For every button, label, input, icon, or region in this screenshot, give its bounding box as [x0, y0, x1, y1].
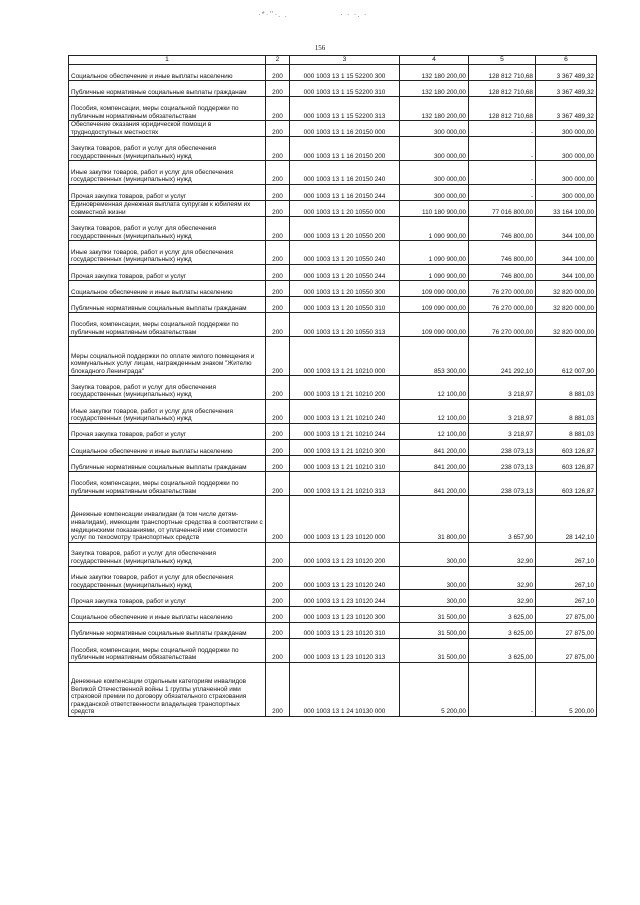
row-plan-cell: 5 200,00 — [400, 662, 469, 716]
row-executed-cell: 32,90 — [469, 566, 536, 590]
table-row — [69, 81, 597, 97]
row-plan-cell: 132 180 200,00 — [400, 81, 469, 97]
row-executed-cell: 77 016 800,00 — [469, 201, 536, 217]
row-kbk-cell: 000 1003 13 1 16 20150 240 — [290, 161, 400, 185]
row-executed-cell: 238 073,13 — [469, 456, 536, 472]
column-header: 6 — [536, 56, 597, 65]
row-executed-cell: 3 625,00 — [469, 638, 536, 662]
row-code-cell: 200 — [266, 241, 290, 265]
row-plan-cell: 31 500,00 — [400, 638, 469, 662]
row-name-cell: Прочая закупка товаров, работ и услуг — [69, 423, 266, 439]
table-row — [69, 217, 597, 241]
row-plan-cell: 110 180 900,00 — [400, 201, 469, 217]
row-code-cell: 200 — [266, 65, 290, 81]
row-plan-cell: 109 090 000,00 — [400, 281, 469, 297]
table-row — [69, 423, 597, 439]
table-row — [69, 622, 597, 638]
row-executed-cell: 746 800,00 — [469, 264, 536, 280]
row-kbk-cell: 000 1003 13 1 16 20150 000 — [290, 121, 400, 137]
row-code-cell: 200 — [266, 161, 290, 185]
row-code-cell: 200 — [266, 472, 290, 496]
table-row — [69, 184, 597, 200]
row-executed-cell: 32,90 — [469, 542, 536, 566]
row-name-cell: Публичные нормативные социальные выплаты гражданам — [69, 81, 266, 97]
row-unexecuted-cell: 267,10 — [536, 566, 597, 590]
table-row — [69, 376, 597, 400]
row-code-cell: 200 — [266, 400, 290, 424]
column-header: 2 — [266, 56, 290, 65]
row-code-cell: 200 — [266, 622, 290, 638]
row-code-cell: 200 — [266, 590, 290, 606]
row-plan-cell: 132 180 200,00 — [400, 65, 469, 81]
row-plan-cell: 300 000,00 — [400, 184, 469, 200]
budget-table — [68, 55, 597, 717]
row-name-cell: Закупка товаров, работ и услуг для обеспечения государственных (муниципальных) нужд — [69, 542, 266, 566]
row-executed-cell: 128 812 710,68 — [469, 81, 536, 97]
row-unexecuted-cell: 3 367 489,32 — [536, 81, 597, 97]
row-plan-cell: 300 000,00 — [400, 121, 469, 137]
row-unexecuted-cell: 27 875,00 — [536, 638, 597, 662]
row-code-cell: 200 — [266, 337, 290, 376]
row-name-cell: Социальное обеспечение и иные выплаты населению — [69, 440, 266, 456]
row-plan-cell: 300,00 — [400, 542, 469, 566]
scan-artifact: · · ·. · — [340, 10, 368, 19]
row-name-cell: Прочая закупка товаров, работ и услуг — [69, 184, 266, 200]
row-unexecuted-cell: 300 000,00 — [536, 161, 597, 185]
row-executed-cell: 32,90 — [469, 590, 536, 606]
row-name-cell: Единовременная денежная выплата супругам к юбилеям их совместной жизни — [69, 201, 266, 217]
row-name-cell: Закупка товаров, работ и услуг для обеспечения государственных (муниципальных) нужд — [69, 217, 266, 241]
column-header: 5 — [469, 56, 536, 65]
row-kbk-cell: 000 1003 13 1 24 10130 000 — [290, 662, 400, 716]
row-name-cell: Закупка товаров, работ и услуг для обеспечения государственных (муниципальных) нужд — [69, 137, 266, 161]
row-code-cell: 200 — [266, 376, 290, 400]
table-header-row — [69, 56, 597, 65]
row-name-cell: Пособия, компенсации, меры социальной поддержки по публичным нормативным обязательствам — [69, 472, 266, 496]
row-unexecuted-cell: 344 100,00 — [536, 264, 597, 280]
table-row — [69, 313, 597, 337]
row-unexecuted-cell: 300 000,00 — [536, 137, 597, 161]
row-unexecuted-cell: 33 164 100,00 — [536, 201, 597, 217]
row-code-cell: 200 — [266, 566, 290, 590]
row-plan-cell: 300,00 — [400, 590, 469, 606]
row-kbk-cell: 000 1003 13 1 15 52200 310 — [290, 81, 400, 97]
row-unexecuted-cell: 5 200,00 — [536, 662, 597, 716]
row-name-cell: Денежные компенсации отдельным категориям инвалидов Великой Отечественной войны 1 группы уплаченной ими страховой премии по договору обязательного страхования гражданской ответственности владельцев транспортных средств — [69, 662, 266, 716]
row-code-cell: 200 — [266, 542, 290, 566]
table-row — [69, 281, 597, 297]
row-kbk-cell: 000 1003 13 1 21 10210 313 — [290, 472, 400, 496]
table-row — [69, 496, 597, 543]
row-executed-cell: 76 270 000,00 — [469, 313, 536, 337]
row-kbk-cell: 000 1003 13 1 23 10120 313 — [290, 638, 400, 662]
row-kbk-cell: 000 1003 13 1 21 10210 240 — [290, 400, 400, 424]
table-row — [69, 456, 597, 472]
table-row — [69, 337, 597, 376]
column-header: 1 — [69, 56, 266, 65]
row-kbk-cell: 000 1003 13 1 20 10550 200 — [290, 217, 400, 241]
page-number: 156 — [314, 44, 326, 52]
table-row — [69, 161, 597, 185]
row-executed-cell: 238 073,13 — [469, 472, 536, 496]
row-executed-cell: 128 812 710,68 — [469, 97, 536, 121]
row-plan-cell: 31 500,00 — [400, 606, 469, 622]
table-row — [69, 590, 597, 606]
row-plan-cell: 841 200,00 — [400, 472, 469, 496]
row-plan-cell: 12 100,00 — [400, 400, 469, 424]
row-plan-cell: 1 090 900,00 — [400, 217, 469, 241]
row-plan-cell: 300 000,00 — [400, 137, 469, 161]
row-executed-cell: - — [469, 184, 536, 200]
row-unexecuted-cell: 603 126,87 — [536, 456, 597, 472]
row-executed-cell: 76 270 000,00 — [469, 281, 536, 297]
row-unexecuted-cell: 27 875,00 — [536, 606, 597, 622]
table-row — [69, 65, 597, 81]
row-unexecuted-cell: 8 881,03 — [536, 400, 597, 424]
row-kbk-cell: 000 1003 13 1 21 10210 000 — [290, 337, 400, 376]
row-kbk-cell: 000 1003 13 1 23 10120 240 — [290, 566, 400, 590]
row-unexecuted-cell: 300 000,00 — [536, 184, 597, 200]
row-kbk-cell: 000 1003 13 1 21 10210 244 — [290, 423, 400, 439]
table-row — [69, 566, 597, 590]
row-unexecuted-cell: 3 367 489,32 — [536, 97, 597, 121]
row-plan-cell: 853 300,00 — [400, 337, 469, 376]
row-executed-cell: 3 657,90 — [469, 496, 536, 543]
table-row — [69, 472, 597, 496]
row-name-cell: Пособия, компенсации, меры социальной поддержки по публичным нормативным обязательствам — [69, 638, 266, 662]
table-row — [69, 638, 597, 662]
row-name-cell: Закупка товаров, работ и услуг для обеспечения государственных (муниципальных) нужд — [69, 376, 266, 400]
column-header: 4 — [400, 56, 469, 65]
row-plan-cell: 12 100,00 — [400, 423, 469, 439]
row-kbk-cell: 000 1003 13 1 23 10120 244 — [290, 590, 400, 606]
row-plan-cell: 12 100,00 — [400, 376, 469, 400]
row-plan-cell: 1 090 900,00 — [400, 264, 469, 280]
row-unexecuted-cell: 32 820 000,00 — [536, 281, 597, 297]
row-kbk-cell: 000 1003 13 1 23 10120 000 — [290, 496, 400, 543]
row-unexecuted-cell: 32 820 000,00 — [536, 313, 597, 337]
row-kbk-cell: 000 1003 13 1 23 10120 310 — [290, 622, 400, 638]
row-kbk-cell: 000 1003 13 1 21 10210 310 — [290, 456, 400, 472]
row-code-cell: 200 — [266, 440, 290, 456]
row-kbk-cell: 000 1003 13 1 20 10550 240 — [290, 241, 400, 265]
row-unexecuted-cell: 267,10 — [536, 542, 597, 566]
row-code-cell: 200 — [266, 662, 290, 716]
table-row — [69, 606, 597, 622]
row-code-cell: 200 — [266, 606, 290, 622]
row-name-cell: Публичные нормативные социальные выплаты гражданам — [69, 622, 266, 638]
row-code-cell: 200 — [266, 297, 290, 313]
row-code-cell: 200 — [266, 201, 290, 217]
row-unexecuted-cell: 300 000,00 — [536, 121, 597, 137]
row-kbk-cell: 000 1003 13 1 20 10550 313 — [290, 313, 400, 337]
row-plan-cell: 109 090 000,00 — [400, 313, 469, 337]
table-row — [69, 201, 597, 217]
column-header: 3 — [290, 56, 400, 65]
row-code-cell: 200 — [266, 423, 290, 439]
row-unexecuted-cell: 603 126,87 — [536, 440, 597, 456]
row-executed-cell: 238 073,13 — [469, 440, 536, 456]
row-kbk-cell: 000 1003 13 1 15 52200 300 — [290, 65, 400, 81]
row-name-cell: Социальное обеспечение и иные выплаты населению — [69, 65, 266, 81]
row-code-cell: 200 — [266, 281, 290, 297]
row-name-cell: Иные закупки товаров, работ и услуг для обеспечения государственных (муниципальных) нужд — [69, 161, 266, 185]
table-row — [69, 137, 597, 161]
row-plan-cell: 300 000,00 — [400, 161, 469, 185]
row-name-cell: Иные закупки товаров, работ и услуг для обеспечения государственных (муниципальных) нужд — [69, 400, 266, 424]
row-code-cell: 200 — [266, 121, 290, 137]
table-row — [69, 97, 597, 121]
row-plan-cell: 1 090 900,00 — [400, 241, 469, 265]
row-name-cell: Пособия, компенсации, меры социальной поддержки по публичным нормативным обязательствам — [69, 313, 266, 337]
row-unexecuted-cell: 32 820 000,00 — [536, 297, 597, 313]
row-name-cell: Публичные нормативные социальные выплаты гражданам — [69, 297, 266, 313]
row-executed-cell: 3 218,97 — [469, 376, 536, 400]
row-executed-cell: 3 625,00 — [469, 622, 536, 638]
row-kbk-cell: 000 1003 13 1 20 10550 300 — [290, 281, 400, 297]
table-row — [69, 264, 597, 280]
row-code-cell: 200 — [266, 81, 290, 97]
row-plan-cell: 841 200,00 — [400, 456, 469, 472]
row-executed-cell: - — [469, 161, 536, 185]
row-kbk-cell: 000 1003 13 1 20 10550 244 — [290, 264, 400, 280]
row-executed-cell: 3 625,00 — [469, 606, 536, 622]
row-kbk-cell: 000 1003 13 1 15 52200 313 — [290, 97, 400, 121]
row-executed-cell: 746 800,00 — [469, 241, 536, 265]
row-plan-cell: 109 090 000,00 — [400, 297, 469, 313]
row-executed-cell: - — [469, 662, 536, 716]
row-executed-cell: 241 292,10 — [469, 337, 536, 376]
row-name-cell: Прочая закупка товаров, работ и услуг — [69, 264, 266, 280]
row-kbk-cell: 000 1003 13 1 16 20150 244 — [290, 184, 400, 200]
row-name-cell: Обеспечение оказания юридической помощи в труднодоступных местностях — [69, 121, 266, 137]
row-code-cell: 200 — [266, 313, 290, 337]
row-executed-cell: - — [469, 121, 536, 137]
row-code-cell: 200 — [266, 264, 290, 280]
row-unexecuted-cell: 8 881,03 — [536, 376, 597, 400]
table-row — [69, 241, 597, 265]
row-code-cell: 200 — [266, 217, 290, 241]
row-plan-cell: 841 200,00 — [400, 440, 469, 456]
row-code-cell: 200 — [266, 456, 290, 472]
row-plan-cell: 31 500,00 — [400, 622, 469, 638]
row-unexecuted-cell: 344 100,00 — [536, 217, 597, 241]
row-executed-cell: 128 812 710,68 — [469, 65, 536, 81]
row-kbk-cell: 000 1003 13 1 16 20150 200 — [290, 137, 400, 161]
row-kbk-cell: 000 1003 13 1 21 10210 200 — [290, 376, 400, 400]
row-code-cell: 200 — [266, 496, 290, 543]
row-executed-cell: - — [469, 137, 536, 161]
row-executed-cell: 746 800,00 — [469, 217, 536, 241]
row-unexecuted-cell: 344 100,00 — [536, 241, 597, 265]
table-row — [69, 440, 597, 456]
row-unexecuted-cell: 27 875,00 — [536, 622, 597, 638]
row-name-cell: Иные закупки товаров, работ и услуг для обеспечения государственных (муниципальных) нужд — [69, 241, 266, 265]
row-code-cell: 200 — [266, 184, 290, 200]
table-row — [69, 121, 597, 137]
row-plan-cell: 300,00 — [400, 566, 469, 590]
row-name-cell: Денежные компенсации инвалидам (в том числе детям-инвалидам), имеющим транспортные средства в соответствии с медицинскими показаниями, от уплаченной ими стоимости услуг по техосмотру транспортных средств — [69, 496, 266, 543]
row-code-cell: 200 — [266, 137, 290, 161]
row-code-cell: 200 — [266, 97, 290, 121]
row-name-cell: Иные закупки товаров, работ и услуг для обеспечения государственных (муниципальных) нужд — [69, 566, 266, 590]
table-row — [69, 542, 597, 566]
row-unexecuted-cell: 603 126,87 — [536, 472, 597, 496]
row-unexecuted-cell: 612 007,90 — [536, 337, 597, 376]
row-name-cell: Публичные нормативные социальные выплаты гражданам — [69, 456, 266, 472]
row-name-cell: Социальное обеспечение и иные выплаты населению — [69, 281, 266, 297]
row-unexecuted-cell: 3 367 489,32 — [536, 65, 597, 81]
row-plan-cell: 31 800,00 — [400, 496, 469, 543]
table-row — [69, 297, 597, 313]
table-row — [69, 400, 597, 424]
row-name-cell: Пособия, компенсации, меры социальной поддержки по публичным нормативным обязательствам — [69, 97, 266, 121]
row-kbk-cell: 000 1003 13 1 20 10550 310 — [290, 297, 400, 313]
row-plan-cell: 132 180 200,00 — [400, 97, 469, 121]
row-name-cell: Прочая закупка товаров, работ и услуг — [69, 590, 266, 606]
row-code-cell: 200 — [266, 638, 290, 662]
row-executed-cell: 76 270 000,00 — [469, 297, 536, 313]
row-kbk-cell: 000 1003 13 1 23 10120 200 — [290, 542, 400, 566]
row-executed-cell: 3 218,97 — [469, 400, 536, 424]
table-row — [69, 662, 597, 716]
row-name-cell: Социальное обеспечение и иные выплаты населению — [69, 606, 266, 622]
scan-artifact: ·*·''·. . — [258, 10, 288, 19]
row-name-cell: Меры социальной поддержки по оплате жилого помещения и коммунальных услуг лицам, награжденным знаком "Жителю блокадного Ленинграда" — [69, 337, 266, 376]
row-unexecuted-cell: 28 142,10 — [536, 496, 597, 543]
row-kbk-cell: 000 1003 13 1 21 10210 300 — [290, 440, 400, 456]
row-kbk-cell: 000 1003 13 1 20 10550 000 — [290, 201, 400, 217]
row-kbk-cell: 000 1003 13 1 23 10120 300 — [290, 606, 400, 622]
row-unexecuted-cell: 8 881,03 — [536, 423, 597, 439]
row-unexecuted-cell: 267,10 — [536, 590, 597, 606]
row-executed-cell: 3 218,97 — [469, 423, 536, 439]
